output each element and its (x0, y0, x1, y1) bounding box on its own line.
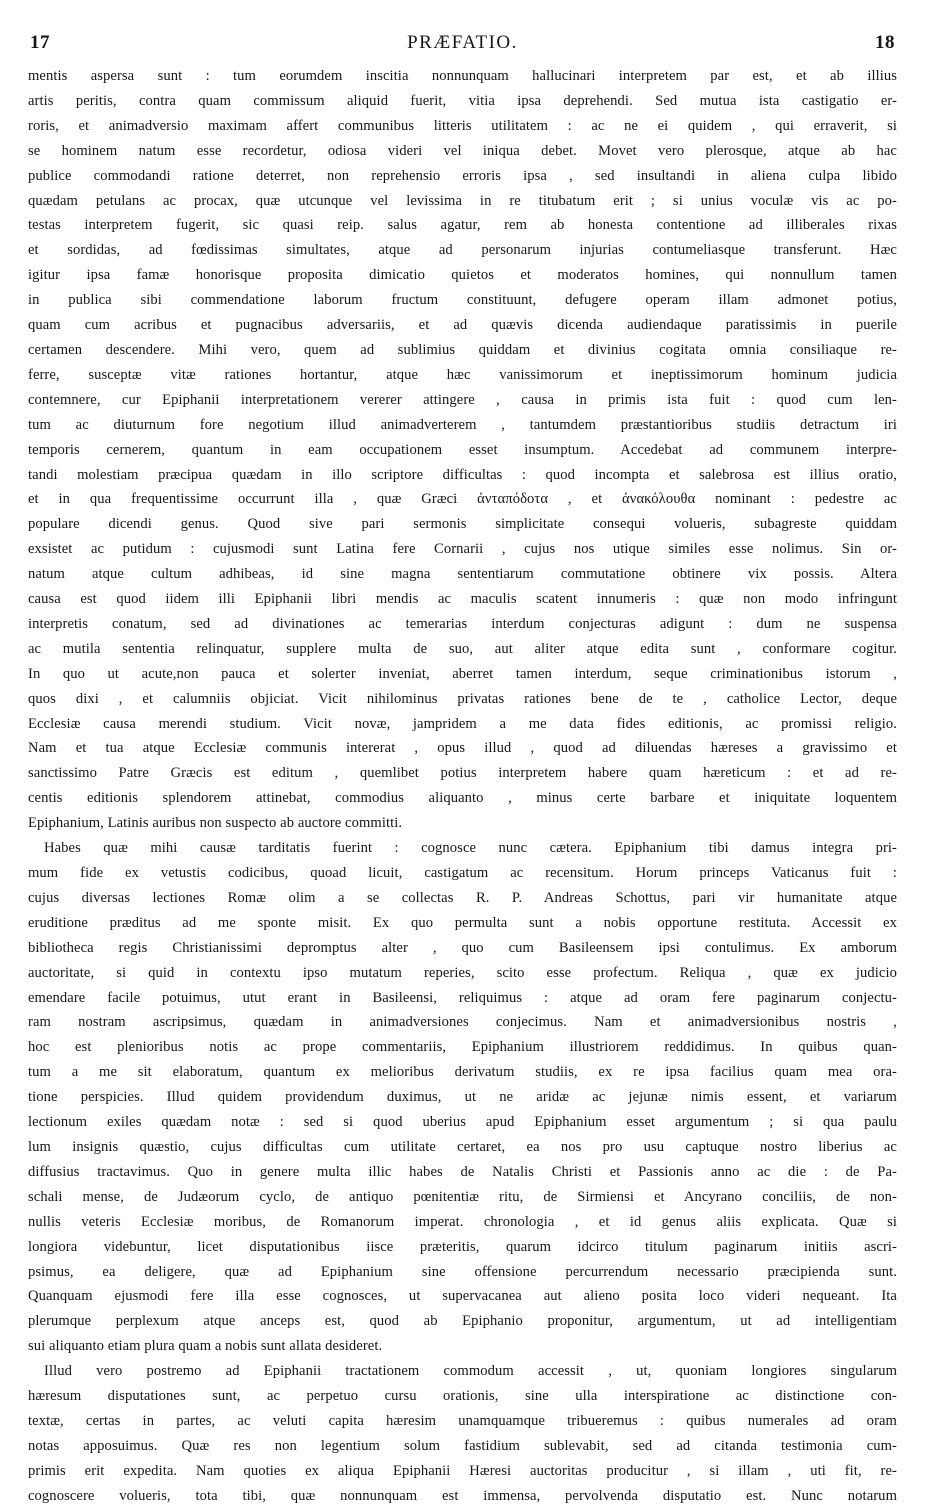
running-title: PRÆFATIO. (407, 32, 518, 53)
text-line: textæ, certas in partes, ac veluti capita hæresim unamquamque tribueremus : quibus numerales ad oram (28, 1412, 897, 1429)
text-line: sanctissimo Patre Græcis est editum , quemlibet potius interpretem habere quam hæreticum : et ad re- (28, 765, 897, 782)
text-line: Ecclesiæ causa merendi studium. Vicit novæ, jampridem a me data fides editionis, ac promissi religio. (28, 715, 897, 732)
page-number-left: 17 (30, 32, 50, 53)
text-line: cognoscere volueris, tota tibi, quæ nonnunquam est immensa, pervolvenda disputatio est. Nunc notarum (28, 1487, 897, 1504)
text-line: natum atque cultum adhibeas, id sine magna sententiarum commutatione obtinere vix possis. Altera (28, 566, 897, 583)
paragraph (28, 64, 897, 836)
text-line: se hominem natum esse recordetur, odiosa videri vel iniqua debet. Movet vero plerosque, atque ab hac (28, 142, 897, 159)
text-line: interpretis conatum, sed ad divinationes ac temerarias interdum conjecturas adigunt : dum ne suspensa (28, 615, 897, 632)
text-line: testas interpretem fugerit, sic quasi reip. salus agatur, rem ab honesta contentione ad illiberales rixas (28, 217, 897, 234)
text-line: Nam et tua atque Ecclesiæ communis intererat , opus illud , quod ad diluendas hæreses a gravissimo et (28, 740, 897, 757)
text-line: lectionum exiles quædam notæ : sed si quod uberius apud Epiphanium esset argumentum ; si qua paulu (28, 1114, 897, 1131)
text-line: tum a me sit elaboratum, quantum ex melioribus derivatum studiis, ex re ipsa facilius quam mea ora- (28, 1064, 897, 1081)
text-line: tione perspicies. Illud quidem providendum duximus, ut ne aridæ ac jejunæ nimis essent, et variarum (28, 1089, 897, 1106)
text-line: longiora videbuntur, licet disputationibus iisce præteritis, quarum idcirco titulum paginarum initiis ascri- (28, 1238, 897, 1255)
text-line: centis editionis splendorem attinebat, commodius aliquanto , minus certe barbare et iniquitate loquentem (28, 790, 897, 807)
text-line: contemnere, cur Epiphanii interpretationem vererer attingere , causa in primis ista fuit : quod cum len- (28, 391, 897, 408)
text-line: mentis aspersa sunt : tum eorumdem inscitia nonnunquam hallucinari interpretem par est, et ab illius (28, 68, 897, 84)
text-line: In quo ut acute,non pauca et solerter inveniat, aberret tamen interdum, seque criminationibus istorum , (28, 665, 897, 682)
text-line: mum fide ex vetustis codicibus, quoad licuit, castigatum ac recensitum. Horum princeps Vaticanus fuit : (28, 865, 897, 881)
running-head (28, 30, 897, 64)
text-line: sui aliquanto etiam plura quam a nobis sunt allata desideret. (28, 1338, 383, 1355)
text-line: et sordidas, ad fœdissimas simultates, atque ad personarum injurias contumeliasque transferunt. Hæc (28, 242, 897, 259)
text-line: psimus, ea deligere, quæ ad Epiphanium sine offensione percurrendum necessario præcipienda sunt. (28, 1263, 897, 1280)
text-line: temporis cernerem, quantum in eam occupationem esset insumptum. Accedebat ad communem interpre- (28, 441, 897, 458)
text-line: cujus diversas lectiones Romæ olim a se collectas R. P. Andreas Schottus, pari vir humanitate atque (28, 889, 897, 906)
text-line: Habes quæ mihi causæ tarditatis fuerint : cognosce nunc cætera. Epiphanium tibi damus integra pri- (44, 840, 897, 857)
paragraph (28, 1359, 897, 1508)
text-line: plerumque perplexum atque anceps est, quod ab Epiphanio proponitur, argumentum, ut ad intelligentiam (28, 1313, 897, 1330)
text-line: publice commodandi ratione deterret, non reprehensio erroris ipsa , sed insultandi in aliena culpa libido (28, 167, 897, 184)
text-line: ferre, susceptæ vitæ rationes hortantur, atque hæc vanissimorum et ineptissimorum hominum judicia (28, 366, 897, 383)
text-line: Illud vero postremo ad Epiphanii tractationem commodum accessit , ut, quoniam longiores singularum (44, 1363, 897, 1380)
text-line: emendare facile potuimus, utut erant in Basileensi, reliquimus : atque ad oram fere paginarum conjectu- (28, 989, 897, 1006)
text-line: nullis veteris Ecclesiæ moribus, de Romanorum imperat. chronologia , et id genus aliis explicata. Quæ si (28, 1213, 897, 1230)
text-line: hoc est plenioribus notis ac prope commentariis, Epiphanium illustriorem reddidimus. In quibus quan- (28, 1039, 897, 1056)
paragraph (28, 836, 897, 1359)
body-text (28, 64, 897, 1509)
text-line: ram nostram ascripsimus, quædam in animadversiones conjecimus. Nam et animadversionibus nostris , (28, 1014, 897, 1031)
document-page (28, 30, 897, 1509)
text-line: ac mutila sententia relinquatur, supplere multa de suo, aut aliter atque edita sunt , conformare cogitur. (28, 640, 897, 657)
text-line: schali mense, de Judæorum cyclo, de antiquo pœnitentiæ ritu, de Sirmiensi et Ancyrano conciliis, de non- (28, 1188, 897, 1205)
text-line: auctoritate, si quid in contextu ipso mutatum reperies, scito esse profectum. Reliqua , quæ ex judicio (28, 964, 897, 981)
text-line: notas apposuimus. Quæ res non legentium solum fastidium sublevabit, sed ad citanda testimonia cum- (28, 1437, 897, 1454)
text-line: populare dicendi genus. Quod sive pari sermonis simplicitate consequi volueris, subagreste quiddam (28, 516, 897, 533)
text-line: causa est quod iidem illi Epiphanii libri mendis ac maculis scatent innumeris : quæ non modo infringunt (28, 591, 897, 608)
text-line: tandi molestiam præcipua quædam in illo scriptore difficultas : quod incompta et salebrosa est illius oratio, (28, 466, 897, 483)
text-line: igitur ipsa famæ honorisque proposita dimicatio quietos et moderatos homines, qui nonnullum tamen (28, 267, 897, 284)
text-line: certamen descendere. Mihi vero, quem ad sublimius quiddam et divinius cogitata omnia consiliaque re- (28, 341, 897, 358)
text-line: bibliotheca regis Christianissimi depromptus alter , quo cum Basileensem ipsi contulimus. Ex amborum (28, 939, 897, 956)
text-line: hæresum disputationes sunt, ac perpetuo cursu orationis, sine ulla interspiratione ac distinctione con- (28, 1388, 897, 1405)
text-line: primis erit expedita. Nam quoties ex aliqua Epiphanii Hæresi auctoritas producitur , si illam , uti fit, re- (28, 1462, 897, 1479)
text-line: diffusius tractavimus. Quo in genere multa illic habes de Natalis Christi et Passionis anno ac die : de Pa- (28, 1163, 897, 1180)
text-line: quam cum acribus et pugnacibus adversariis, et ad quævis dicenda audiendaque paratissimis in puerile (28, 317, 897, 334)
text-line: artis peritis, contra quam commissum aliquid fuerit, vitia ipsa deprehendi. Sed mutua ista castigatio er- (28, 92, 897, 109)
text-line: et in qua frequentissime occurrunt illa , quæ Græci ἀνταπόδοτα , et ἀνακόλουθα nominant : pedestre ac (28, 491, 897, 508)
text-line: roris, et animadversio maximam affert communibus litteris utilitatem : ac ne ei quidem , qui erraverit, si (28, 117, 897, 134)
text-line: Epiphanium, Latinis auribus non suspecto ab auctore committi. (28, 815, 403, 832)
text-line: exsistet ac putidum : cujusmodi sunt Latina fere Cornarii , cujus nos utique similes esse nolimus. Sin or- (28, 541, 897, 558)
text-line: quædam petulans ac procax, quæ utcunque vel levissima in re titubatum erit ; si unius voculæ vis ac po- (28, 192, 897, 209)
text-line: quos dixi , et calumniis objiciat. Vicit nihilominus privatas rationes bene de te , catholice Lector, deque (28, 690, 897, 707)
text-line: tum ac diuturnum fore negotium illud animadverterem , tantumdem præstantioribus studiis detractum iri (28, 416, 897, 433)
text-line: in publica sibi commendatione laborum fructum constituunt, defugere operam illam admonet potius, (28, 292, 897, 309)
page-number-right: 18 (875, 32, 895, 53)
text-line: lum insignis quæstio, cujus difficultas cum utilitate certaret, ea nos pro usu captuque nostro liberius ac (28, 1138, 897, 1155)
text-line: eruditione præditus ad me sponte misit. Ex quo permulta sunt a nobis opportune restituta. Accessit ex (28, 914, 897, 931)
text-line: Quanquam ejusmodi fere illa esse cognosces, ut supervacanea aut alieno posita loco videri nequeant. Ita (28, 1288, 897, 1305)
